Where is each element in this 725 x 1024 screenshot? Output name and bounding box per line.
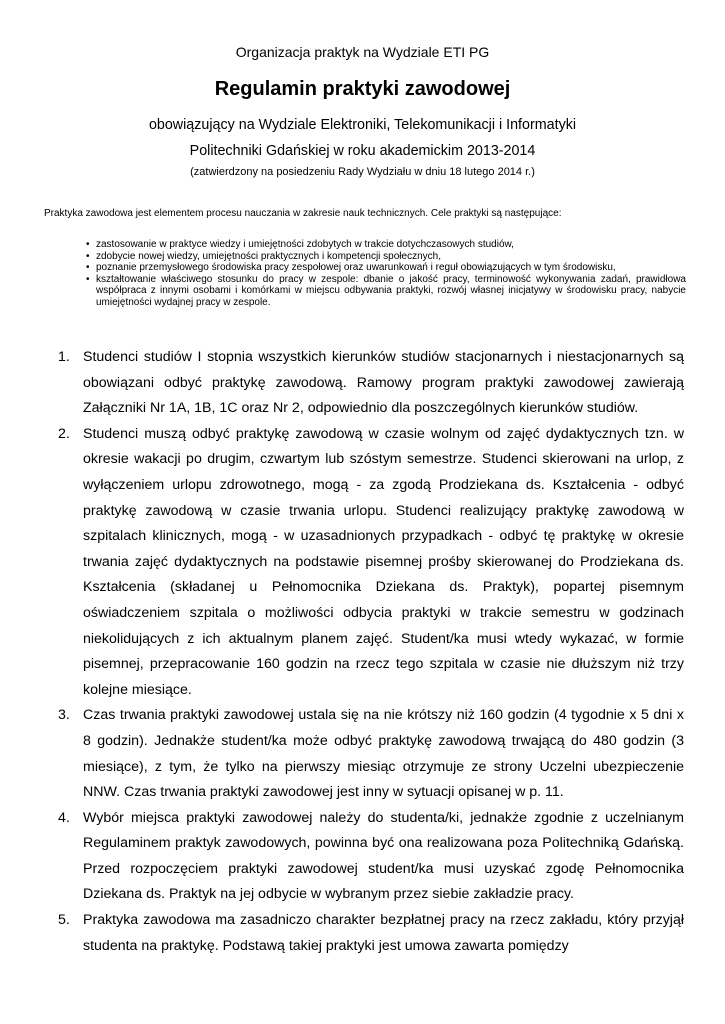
goal-item — [82, 251, 686, 263]
goal-item — [82, 239, 686, 251]
regulation-text: Studenci muszą odbyć praktykę zawodową w czasie wolnym od zajęć dydaktycznych tzn. w okresie wakacji po drugim, czwartym lub szóstym semestrze. Studenci skierowani na urlop, z wyłączeniem urlopu zdrowotnego, mogą - za zgodą Prodziekana ds. Kształcenia - odbyć praktykę zawodową w czasie trwania urlopu. Studenci realizujący praktykę zawodową w szpitalach klinicznych, mogą - w uzasadnionych przypadkach - odbyć tę praktykę w okresie trwania zajęć dydaktycznych na podstawie pisemnej prośby skierowanej do Prodziekana ds. Kształcenia (składanej u Pełnomocnika Dziekana ds. Praktyk), popartej pisemnym oświadczeniem szpitala o możliwości odbycia praktyki w trakcie semestru w godzinach niekolidujących z ich aktualnym planem zajęć. Student/ka musi wtedy wykazać, w formie pisemnej, przepracowanie 160 godzin na rzecz tego szpitala w czasie nie dłuższym niż trzy kolejne miesiące. — [83, 425, 684, 698]
regulation-number: 1. — [58, 349, 70, 365]
regulation-item — [58, 703, 684, 805]
goal-text: zastosowanie w praktyce wiedzy i umiejętności zdobytych w trakcie dotychczasowych studiów, — [96, 239, 514, 250]
regulation-item — [58, 422, 684, 704]
goal-text: poznanie przemysłowego środowiska pracy zespołowej oraz uwarunkowań i reguł obowiązujących w tym środowisku, — [96, 262, 616, 274]
regulation-number: 4. — [58, 809, 70, 826]
regulation-number: 3. — [58, 707, 70, 724]
subtitle-line-2: Politechniki Gdańskiej w roku akademickim 2013-2014 — [189, 143, 536, 159]
regulation-item — [58, 908, 684, 959]
regulation-text: Praktyka zawodowa ma zasadniczo charakter bezpłatnej pracy na rzecz zakładu, który przyjął studenta na praktykę. Podstawą takiej praktyki jest umowa zawarta pomiędzy — [83, 912, 684, 954]
regulation-item — [58, 345, 684, 422]
organization-header: Organizacja praktyk na Wydziale ETI PG — [235, 44, 490, 60]
intro-paragraph: Praktyka zawodowa jest elementem procesu nauczania w zakresie nauk technicznych. Cele praktyki są następujące: — [44, 208, 562, 219]
goal-text: zdobycie nowej wiedzy, umiejętności praktycznych i kompetencji społecznych, — [96, 250, 441, 262]
regulation-number: 2. — [58, 425, 70, 442]
bullet-icon: • — [86, 262, 90, 274]
bullet-icon: • — [86, 239, 90, 250]
approval-note: (zatwierdzony na posiedzeniu Rady Wydziału w dniu 18 lutego 2014 r.) — [190, 166, 535, 178]
regulation-text: Czas trwania praktyki zawodowej ustala się na nie krótszy niż 160 godzin (4 tygodnie x 5 dni x 8 godzin). Jednakże student/ka może odbyć praktykę zawodową trwającą do 480 godzin (3 miesiące), z tym, że tylko na pierwszy miesiąc otrzymuje ze strony Uczelni ubezpieczenie NNW. Czas trwania praktyki zawodowej jest inny w sytuacji opisanej w p. 11. — [83, 707, 684, 801]
goals-list — [82, 239, 686, 309]
regulation-text: Wybór miejsca praktyki zawodowej należy do studenta/ki, jednakże zgodnie z uczelnianym Regulaminem praktyk zawodowych, powinna być ona realizowana poza Politechniką Gdańską. Przed rozpoczęciem praktyki zawodowej student/ka musi uzyskać zgodę Pełnomocnika Dziekana ds. Praktyk na jej odbycie w wybranym przez siebie zakładzie pracy. — [83, 809, 684, 903]
goal-item — [82, 262, 686, 274]
regulation-item — [58, 806, 684, 908]
document-title: Regulamin praktyki zawodowej — [214, 78, 511, 100]
regulation-number: 5. — [58, 912, 70, 929]
goal-text: kształtowanie właściwego stosunku do pracy w zespole: dbanie o jakość pracy, terminowość wykonywania zadań, prawidłowa współpraca z innymi osobami i komórkami w miejscu odbywania praktyki, rozwój własnej inicjatywy w środowisku pracy, nabycie umiejętności wydajnej pracy w zespole. — [96, 273, 686, 308]
regulations-list — [58, 345, 684, 959]
bullet-icon: • — [86, 273, 90, 285]
subtitle-line-1: obowiązujący na Wydziale Elektroniki, Telekomunikacji i Informatyki — [148, 117, 577, 133]
goal-item — [82, 274, 686, 309]
bullet-icon: • — [86, 250, 90, 262]
regulation-text: Studenci studiów I stopnia wszystkich kierunków studiów stacjonarnych i niestacjonarnych są obowiązani odbyć praktykę zawodową. Ramowy program praktyki zawodowej zawierają Załączniki Nr 1A, 1B, 1C oraz Nr 2, odpowiednio dla poszczególnych kierunków studiów. — [83, 349, 684, 417]
